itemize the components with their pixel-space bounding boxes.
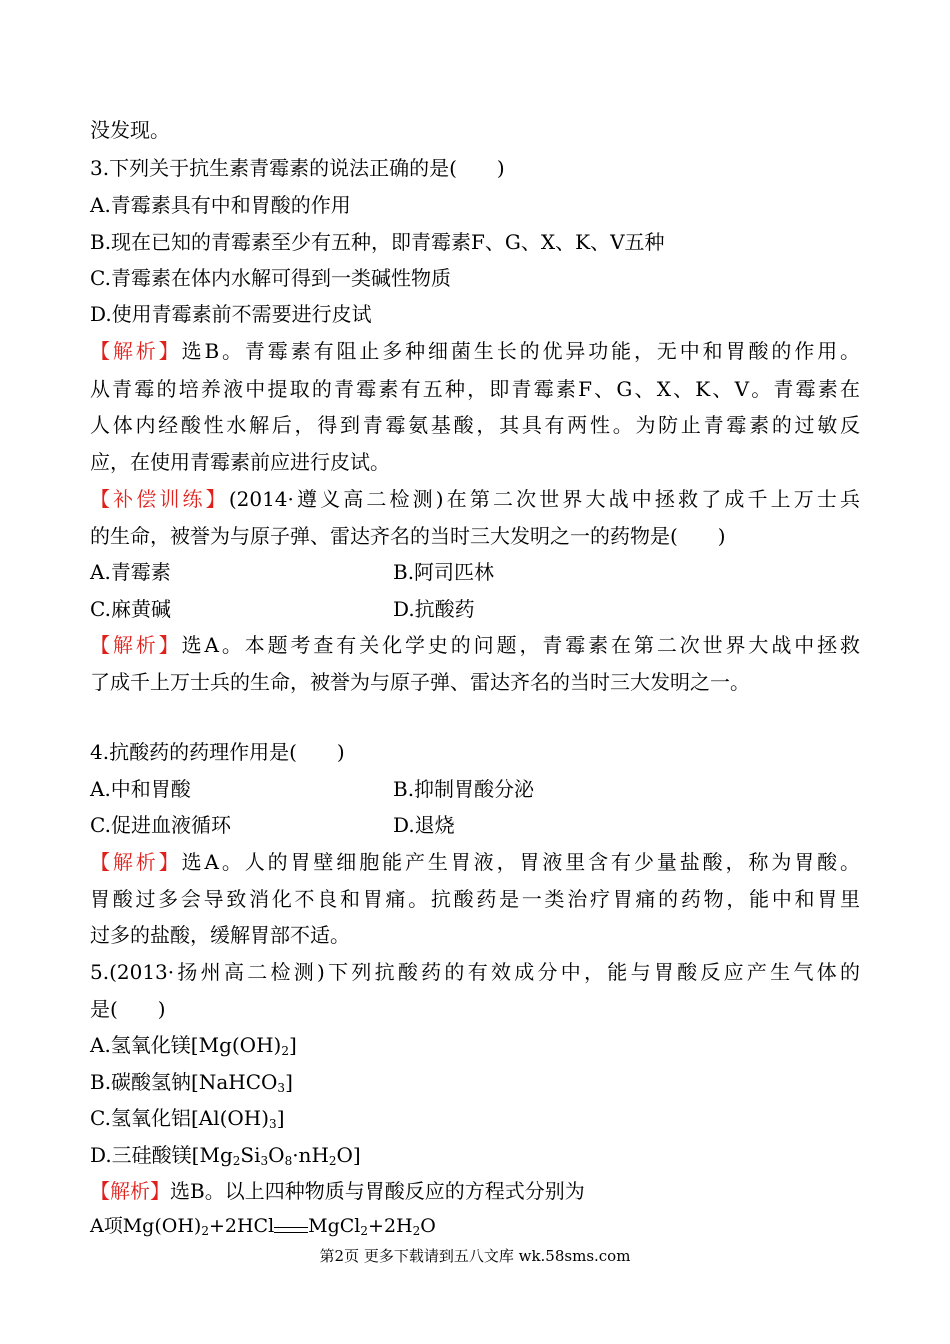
question-5-option-a: A.氢氧化镁$[Mg(OH)_2]$ <box>90 1033 297 1058</box>
question-4-option-a: A.中和胃酸 <box>90 777 191 801</box>
analysis-text: 从青霉的培养液中提取的青霉素有五种，即青霉素F、G、X、K、V。青霉素在 <box>90 377 860 401</box>
supplement-training <box>90 487 860 511</box>
analysis-tag: 【解析】 <box>90 850 182 874</box>
supplement-option-d: D.抗酸药 <box>393 597 475 621</box>
question-4-option-c: C.促进血液循环 <box>90 813 231 837</box>
question-5-option-b: B.碳酸氢钠[NaHCO$_3$] <box>90 1070 293 1095</box>
question-5-option-c: C.氢氧化铝$[Al(OH)_3]$ <box>90 1106 285 1131</box>
question-3-stem: 3.下列关于抗生素青霉素的说法正确的是( ) <box>90 156 505 180</box>
analysis-tag: 【解析】 <box>90 339 182 363</box>
question-4-option-d: D.退烧 <box>393 813 455 837</box>
supplement-option-a: A.青霉素 <box>90 560 171 584</box>
page-footer: 第2页 更多下载请到五八文库 wk.58sms.com <box>319 1247 631 1265</box>
question-3-option-c: C.青霉素在体内水解可得到一类碱性物质 <box>90 266 451 290</box>
analysis-tag: 【解析】 <box>90 633 182 657</box>
supplement-option-b: B.阿司匹林 <box>393 560 495 584</box>
analysis-text: 应，在使用青霉素前应进行皮试。 <box>90 450 390 474</box>
question-5-analysis <box>90 1179 585 1203</box>
question-5-stem: 5.(2013·扬州高二检测)下列抗酸药的有效成分中，能与胃酸反应产生气体的 <box>90 960 860 984</box>
supplement-text: (2014·遵义高二检测)在第二次世界大战中拯救了成千上万士兵 <box>228 487 861 511</box>
question-3-option-b: B.现在已知的青霉素至少有五种，即青霉素F、G、X、K、V五种 <box>90 230 665 254</box>
question-5-stem-cont: 是( ) <box>90 997 166 1021</box>
analysis-text: 选B。青霉素有阻止多种细菌生长的优异功能，无中和胃酸的作用。 <box>181 339 861 363</box>
equals-sign <box>274 1227 308 1233</box>
analysis-text: 选B。以上四种物质与胃酸反应的方程式分别为 <box>170 1179 585 1203</box>
question-3-option-d: D.使用青霉素前不需要进行皮试 <box>90 302 372 326</box>
equation-line: A项$Mg(OH)_2+2HCl$ $MgCl_2+2H_2O$ <box>90 1215 436 1238</box>
question-4-analysis <box>90 850 860 874</box>
question-5-option-d: D.三硅酸镁$[Mg_2Si_3O_8\cdot nH_2O]$ <box>90 1143 361 1168</box>
supplement-tag: 【补偿训练】 <box>90 487 229 511</box>
supplement-text: 的生命，被誉为与原子弹、雷达齐名的当时三大发明之一的药物是( ) <box>90 524 726 548</box>
supplement-option-c: C.麻黄碱 <box>90 597 171 621</box>
question-3-option-a: A.青霉素具有中和胃酸的作用 <box>90 193 351 217</box>
supplement-options-row-1 <box>90 560 171 584</box>
analysis-text: 了成千上万士兵的生命，被誉为与原子弹、雷达齐名的当时三大发明之一。 <box>90 670 750 694</box>
analysis-tag: 【解析】 <box>90 1179 170 1203</box>
text-line: 没发现。 <box>90 118 170 142</box>
analysis-text: 胃酸过多会导致消化不良和胃痛。抗酸药是一类治疗胃痛的药物，能中和胃里 <box>90 887 860 911</box>
analysis-text: 选A。人的胃壁细胞能产生胃液，胃液里含有少量盐酸，称为胃酸。 <box>181 850 861 874</box>
analysis-text: 选A。本题考查有关化学史的问题，青霉素在第二次世界大战中拯救 <box>181 633 861 657</box>
analysis-text: 过多的盐酸，缓解胃部不适。 <box>90 923 350 947</box>
question-4-stem: 4.抗酸药的药理作用是( ) <box>90 740 345 764</box>
analysis-text: 人体内经酸性水解后，得到青霉氨基酸，其具有两性。为防止青霉素的过敏反 <box>90 413 860 437</box>
question-4-option-b: B.抑制胃酸分泌 <box>393 777 535 801</box>
question-3-analysis <box>90 339 860 363</box>
supplement-analysis <box>90 633 860 657</box>
